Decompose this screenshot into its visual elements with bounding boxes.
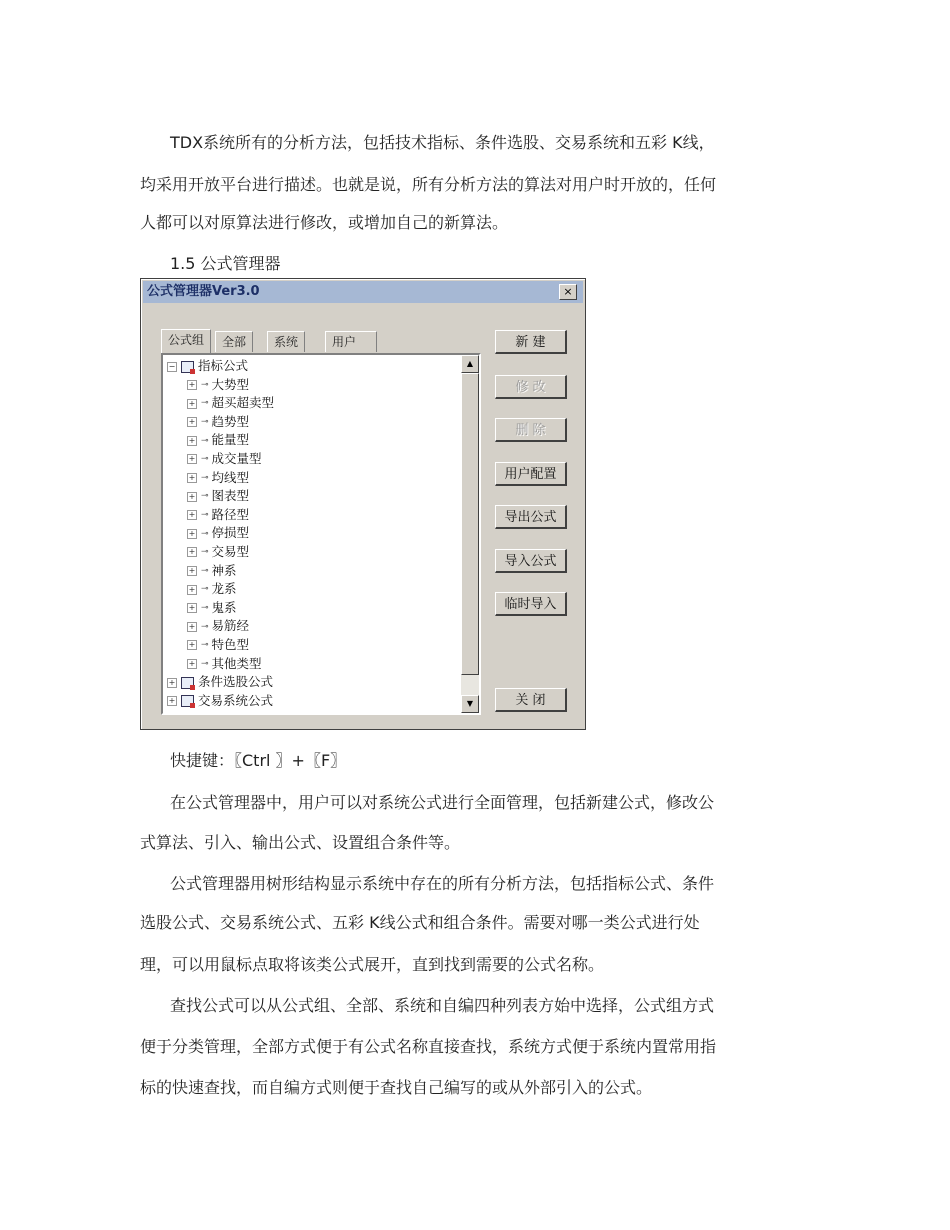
tree-node-child[interactable]: + ⊸ 其他类型 bbox=[163, 655, 461, 674]
key-icon: ⊸ bbox=[201, 602, 209, 613]
expand-icon[interactable]: + bbox=[168, 677, 176, 687]
modify-button[interactable]: 修 改 bbox=[495, 375, 567, 399]
close-icon[interactable]: × bbox=[559, 284, 577, 300]
key-icon: ⊸ bbox=[201, 640, 209, 651]
tree-node-child[interactable]: + ⊸ 成交量型 bbox=[163, 450, 461, 469]
expand-icon[interactable]: + bbox=[188, 640, 196, 650]
key-icon: ⊸ bbox=[201, 454, 209, 465]
expand-icon[interactable]: + bbox=[188, 528, 196, 538]
tree-scrollbar[interactable] bbox=[461, 355, 479, 713]
tree-node-child[interactable]: + ⊸ 易筋经 bbox=[163, 617, 461, 636]
expand-icon[interactable]: + bbox=[188, 473, 196, 483]
scroll-up-icon[interactable]: ▲ bbox=[461, 355, 479, 373]
dialog-titlebar[interactable] bbox=[143, 281, 583, 303]
tree-node-child[interactable]: + ⊸ 超买超卖型 bbox=[163, 394, 461, 413]
tree-node-child[interactable]: + ⊸ 路径型 bbox=[163, 506, 461, 525]
key-icon: ⊸ bbox=[201, 491, 209, 502]
formula-manager-dialog bbox=[140, 278, 586, 730]
tree-node-child[interactable]: + ⊸ 大势型 bbox=[163, 376, 461, 395]
tree-node-child[interactable]: + ⊸ 神系 bbox=[163, 562, 461, 581]
expand-icon[interactable]: + bbox=[188, 566, 196, 576]
expand-icon[interactable]: + bbox=[188, 510, 196, 520]
tree-root-indicator-formulas[interactable]: − 指标公式 bbox=[168, 358, 249, 373]
expand-icon[interactable]: + bbox=[188, 491, 196, 501]
expand-icon[interactable]: + bbox=[168, 696, 176, 706]
folder-icon bbox=[181, 695, 194, 707]
key-icon: ⊸ bbox=[201, 547, 209, 558]
para4-line-1: 查找公式可以从公式组、全部、系统和自编四种列表方始中选择，公式组方式 bbox=[170, 996, 715, 1015]
expand-icon[interactable]: + bbox=[188, 435, 196, 445]
key-icon: ⊸ bbox=[201, 621, 209, 632]
tree-node-child[interactable]: + ⊸ 均线型 bbox=[163, 469, 461, 488]
para3-line-2: 选股公式、交易系统公式、五彩 K线公式和组合条件。需要对哪一类公式进行处 bbox=[140, 913, 700, 932]
delete-button[interactable]: 删 除 bbox=[495, 418, 567, 442]
tree-node-child[interactable]: + ⊸ 交易型 bbox=[163, 543, 461, 562]
key-icon: ⊸ bbox=[201, 398, 209, 409]
folder-icon bbox=[181, 677, 194, 689]
expand-icon[interactable]: + bbox=[188, 547, 196, 557]
para2-line-1: 在公式管理器中，用户可以对系统公式进行全面管理，包括新建公式，修改公 bbox=[170, 793, 715, 812]
new-button[interactable]: 新 建 bbox=[495, 330, 567, 354]
tree-node-child[interactable]: + ⊸ 龙系 bbox=[163, 580, 461, 599]
tree-node-child[interactable]: + ⊸ 停损型 bbox=[163, 524, 461, 543]
import-formula-button[interactable]: 导入公式 bbox=[495, 549, 567, 573]
close-button[interactable]: 关 闭 bbox=[495, 688, 567, 712]
para3-line-3: 理，可以用鼠标点取将该类公式展开，直到找到需要的公式名称。 bbox=[140, 955, 605, 974]
key-icon: ⊸ bbox=[201, 435, 209, 446]
intro-line-2: 均采用开放平台进行描述。也就是说，所有分析方法的算法对用户时开放的，任何 bbox=[140, 175, 717, 194]
folder-icon bbox=[181, 361, 194, 373]
intro-line-3: 人都可以对原算法进行修改，或增加自己的新算法。 bbox=[140, 213, 509, 232]
tree-node-stock-selection[interactable]: + 条件选股公式 bbox=[168, 674, 274, 690]
key-icon: ⊸ bbox=[201, 565, 209, 576]
para2-line-2: 式算法、引入、输出公式、设置组合条件等。 bbox=[140, 833, 461, 852]
scroll-thumb[interactable] bbox=[461, 373, 479, 675]
para3-line-1: 公式管理器用树形结构显示系统中存在的所有分析方法，包括指标公式、条件 bbox=[170, 874, 715, 893]
tab-system[interactable]: 系统 bbox=[267, 331, 305, 352]
key-icon: ⊸ bbox=[201, 584, 209, 595]
user-config-button[interactable]: 用户配置 bbox=[495, 462, 567, 486]
expand-icon[interactable]: + bbox=[188, 398, 196, 408]
section-heading: 1.5 公式管理器 bbox=[170, 254, 281, 273]
shortcut-text: 快捷键：〖Ctrl 〗+〖F〗 bbox=[170, 751, 347, 770]
export-formula-button[interactable]: 导出公式 bbox=[495, 505, 567, 529]
formula-tree[interactable] bbox=[161, 353, 481, 715]
tree-node-child[interactable]: + ⊸ 图表型 bbox=[163, 487, 461, 506]
key-icon: ⊸ bbox=[201, 658, 209, 669]
para4-line-2: 便于分类管理，全部方式便于有公式名称直接查找，系统方式便于系统内置常用指 bbox=[140, 1037, 717, 1056]
key-icon: ⊸ bbox=[201, 509, 209, 520]
expand-icon[interactable]: + bbox=[188, 659, 196, 668]
dialog-title: 公式管理器Ver3.0 bbox=[147, 284, 260, 299]
temp-import-button[interactable]: 临时导入 bbox=[495, 592, 567, 616]
scroll-down-icon[interactable]: ▼ bbox=[461, 695, 479, 713]
expand-icon[interactable]: + bbox=[188, 380, 196, 390]
collapse-icon[interactable]: − bbox=[168, 361, 176, 371]
expand-icon[interactable]: + bbox=[188, 417, 196, 427]
expand-icon[interactable]: + bbox=[188, 603, 196, 613]
tab-user[interactable]: 用户 bbox=[325, 331, 377, 352]
para4-line-3: 标的快速查找，而自编方式则便于查找自己编写的或从外部引入的公式。 bbox=[140, 1078, 653, 1097]
expand-icon[interactable]: + bbox=[188, 584, 196, 594]
key-icon: ⊸ bbox=[201, 528, 209, 539]
tree-node-trading-system[interactable]: + 交易系统公式 bbox=[168, 692, 274, 708]
key-icon: ⊸ bbox=[201, 416, 209, 427]
key-icon: ⊸ bbox=[201, 379, 209, 390]
key-icon: ⊸ bbox=[201, 472, 209, 483]
expand-icon[interactable]: + bbox=[188, 621, 196, 631]
tree-node-child[interactable]: + ⊸ 能量型 bbox=[163, 431, 461, 450]
tree-node-child[interactable]: + ⊸ 鬼系 bbox=[163, 599, 461, 618]
tree-node-child[interactable]: + ⊸ 特色型 bbox=[163, 636, 461, 655]
intro-line-1: TDX系统所有的分析方法，包括技术指标、条件选股、交易系统和五彩 K线， bbox=[170, 133, 715, 152]
tab-formula-group[interactable]: 公式组 bbox=[161, 329, 211, 353]
expand-icon[interactable]: + bbox=[188, 454, 196, 464]
tree-node-child[interactable]: + ⊸ 趋势型 bbox=[163, 413, 461, 432]
tab-all[interactable]: 全部 bbox=[215, 331, 253, 352]
